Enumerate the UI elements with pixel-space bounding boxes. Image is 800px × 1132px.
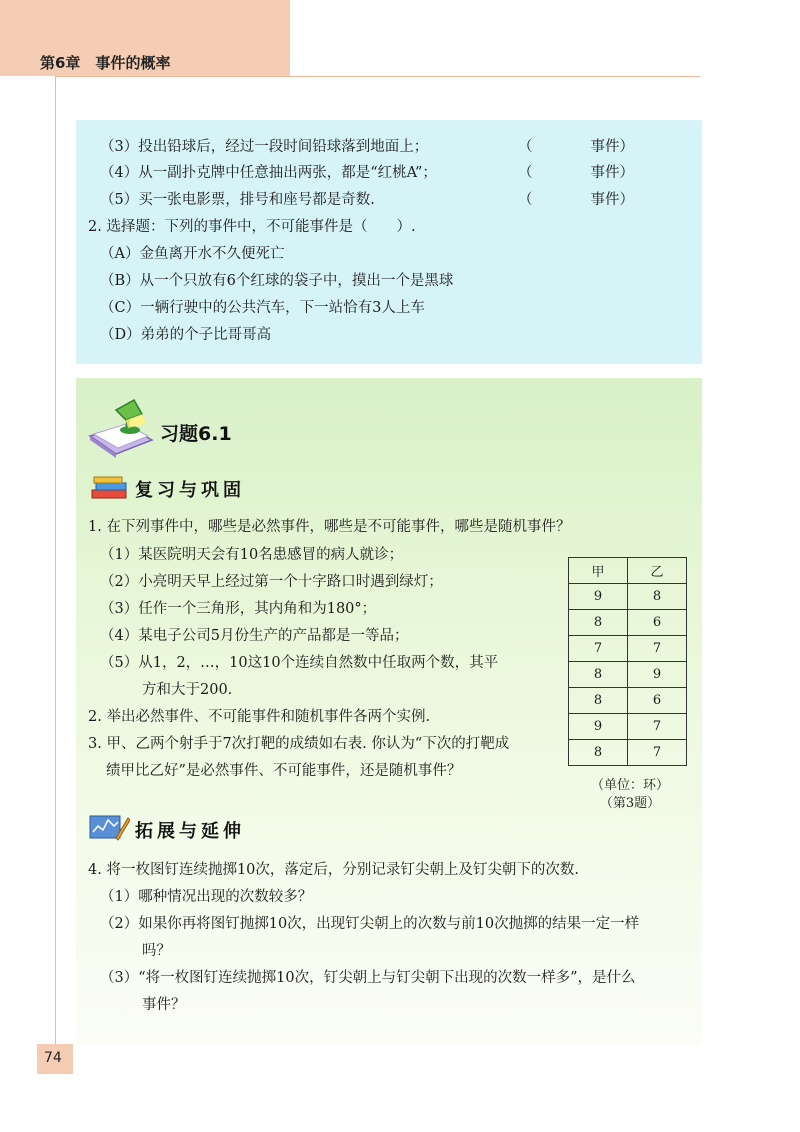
review-item-1: （1）某医院明天会有10名患感冒的病人就诊； [100, 547, 404, 563]
chapter-title: 第6章 事件的概率 [40, 54, 171, 72]
table-cell: 6 [628, 610, 687, 636]
section-title: 习题6.1 [160, 423, 232, 445]
extend-title: 拓展与延伸 [135, 821, 245, 842]
practice-item-3: （3）投出铅球后，经过一段时间铅球落到地面上； [100, 139, 429, 155]
extend-item-3-cont: 事件？ [142, 997, 186, 1013]
review-item-4: （4）某电子公司5月份生产的产品都是一等品； [100, 628, 409, 644]
extend-question-4: 4. 将一枚图钉连续抛掷10次，落定后，分别记录钉尖朝上及钉尖朝下的次数. [88, 862, 580, 878]
practice-blank-5: （ 事件） [518, 192, 634, 208]
books-icon [88, 474, 130, 500]
table-row [569, 740, 687, 766]
extend-item-2-cont: 吗？ [142, 943, 171, 959]
lamp-book-icon [86, 396, 158, 458]
table-cell: 9 [628, 662, 687, 688]
review-question-1: 1. 在下列事件中，哪些是必然事件，哪些是不可能事件，哪些是随机事件？ [88, 519, 571, 535]
review-item-2: （2）小亮明天早上经过第一个十字路口时遇到绿灯； [100, 574, 443, 590]
table-row [569, 610, 687, 636]
option-a: （A）金鱼离开水不久便死亡 [100, 246, 285, 262]
margin-rule [55, 76, 56, 1046]
table-cell: 7 [628, 740, 687, 766]
table-cell: 6 [628, 688, 687, 714]
page-number: 74 [44, 1050, 62, 1066]
table-cell: 8 [569, 740, 628, 766]
table-header-row [569, 558, 687, 584]
table-cell: 8 [569, 662, 628, 688]
table-row [569, 714, 687, 740]
table-caption: （第3题） [599, 796, 661, 811]
table-unit: （单位：环） [590, 778, 669, 793]
extend-item-3: （3）“将一枚图钉连续抛掷10次，钉尖朝上与钉尖朝下出现的次数一样多”，是什么 [100, 970, 636, 986]
table-header-cell: 乙 [628, 558, 687, 584]
table-row [569, 662, 687, 688]
practice-item-4: （4）从一副扑克牌中任意抽出两张，都是“红桃A”； [100, 165, 437, 181]
review-question-2: 2. 举出必然事件、不可能事件和随机事件各两个实例. [88, 709, 431, 725]
option-b: （B）从一个只放有6个红球的袋子中，摸出一个是黑球 [100, 273, 454, 289]
table-cell: 7 [628, 636, 687, 662]
table-cell: 9 [569, 584, 628, 610]
table-row [569, 688, 687, 714]
review-title: 复习与巩固 [135, 480, 245, 501]
table-cell: 8 [628, 584, 687, 610]
score-table [568, 557, 687, 766]
table-row [569, 584, 687, 610]
practice-blank-3: （ 事件） [518, 139, 634, 155]
extend-item-2: （2）如果你再将图钉抛掷10次，出现钉尖朝上的次数与前10次抛掷的结果一定一样 [100, 916, 640, 932]
chart-pencil-icon [88, 812, 130, 842]
option-d: （D）弟弟的个子比哥哥高 [100, 327, 272, 343]
option-c: （C）一辆行驶中的公共汽车，下一站恰有3人上车 [100, 300, 425, 316]
table-cell: 8 [569, 610, 628, 636]
table-cell: 9 [569, 714, 628, 740]
practice-question-2: 2. 选择题：下列的事件中，不可能事件是（ ）. [88, 219, 416, 235]
review-question-3-cont: 绩甲比乙好”是必然事件、不可能事件，还是随机事件？ [106, 763, 462, 779]
table-header-cell: 甲 [569, 558, 628, 584]
review-item-3: （3）任作一个三角形，其内角和为180°； [100, 601, 377, 617]
extend-item-1: （1）哪种情况出现的次数较多？ [100, 889, 313, 905]
practice-blank-4: （ 事件） [518, 165, 634, 181]
table-cell: 7 [569, 636, 628, 662]
header-rule [55, 76, 700, 77]
table-row [569, 636, 687, 662]
table-cell: 8 [569, 688, 628, 714]
table-cell: 7 [628, 714, 687, 740]
review-item-5-cont: 方和大于200. [142, 682, 233, 698]
review-item-5: （5）从1，2，…，10这10个连续自然数中任取两个数，其平 [100, 655, 499, 671]
practice-item-5: （5）买一张电影票，排号和座号都是奇数. [100, 192, 375, 208]
review-question-3: 3. 甲、乙两个射手于7次打靶的成绩如右表. 你认为“下次的打靶成 [88, 736, 510, 752]
